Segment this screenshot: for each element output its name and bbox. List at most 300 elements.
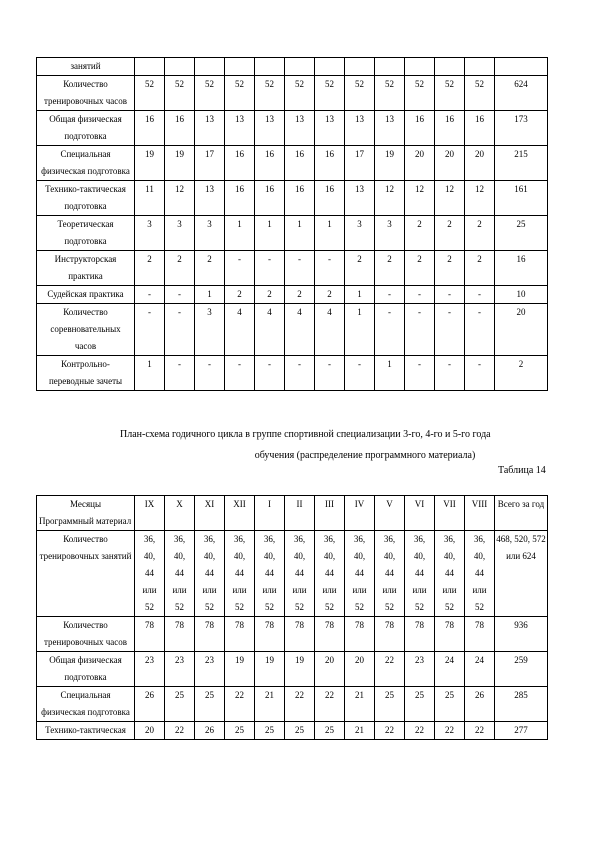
table-cell: 16 — [285, 181, 315, 216]
cell-line: 52 — [175, 602, 184, 612]
table-cell: 2 — [285, 286, 315, 304]
row-total: 936 — [495, 617, 548, 652]
table-cell: 52 — [135, 76, 165, 111]
month-header: III — [315, 496, 345, 531]
cell-line: 44 — [355, 568, 364, 578]
cell-line: 36, — [323, 534, 336, 544]
table-cell: 78 — [435, 617, 465, 652]
table-cell: 52 — [435, 76, 465, 111]
table-cell: 25 — [165, 687, 195, 722]
year-cycle-table-continued — [36, 57, 548, 391]
table-cell: 52 — [315, 76, 345, 111]
table-cell: 1 — [315, 216, 345, 251]
table-cell: 16 — [255, 146, 285, 181]
table-cell: 3 — [345, 216, 375, 251]
table-cell: 22 — [405, 722, 435, 740]
table-cell: 13 — [345, 111, 375, 146]
table-cell: 21 — [255, 687, 285, 722]
table-cell: 78 — [135, 617, 165, 652]
table-cell: 13 — [225, 111, 255, 146]
cell-line: 36, — [143, 534, 156, 544]
cell-line: 36, — [173, 534, 186, 544]
row-label: Судейская практика — [37, 286, 135, 304]
row-total: 16 — [495, 251, 548, 286]
table-row — [37, 617, 548, 652]
row-label: Количество тренировочных часов — [37, 617, 135, 652]
table-cell: - — [135, 304, 165, 356]
table-cell: 2 — [345, 251, 375, 286]
table-cell: 22 — [165, 722, 195, 740]
table-cell: 20 — [405, 146, 435, 181]
table-cell — [435, 531, 465, 617]
row-total: 624 — [495, 76, 548, 111]
cell-line: 40, — [473, 551, 486, 561]
table-cell: 2 — [405, 216, 435, 251]
table-cell: 16 — [435, 111, 465, 146]
row-label: занятий — [37, 58, 135, 76]
cell-line: или — [292, 585, 307, 595]
row-label: Контрольно-переводные зачеты — [37, 356, 135, 391]
table-cell — [405, 58, 435, 76]
cell-line: 36, — [293, 534, 306, 544]
cell-line: 52 — [265, 602, 274, 612]
table-cell: - — [225, 251, 255, 286]
cell-line: 36, — [383, 534, 396, 544]
row-label: Специальная физическая подготовка — [37, 146, 135, 181]
table-cell: 16 — [465, 111, 495, 146]
months-header-label: Месяцы — [69, 499, 102, 509]
table-cell: 4 — [255, 304, 285, 356]
row-label: Специальная физическая подготовка — [37, 687, 135, 722]
cell-line: 40, — [233, 551, 246, 561]
table-cell: - — [225, 356, 255, 391]
table-cell: 78 — [345, 617, 375, 652]
table-cell: 22 — [285, 687, 315, 722]
table-cell: 17 — [195, 146, 225, 181]
cell-line: 52 — [415, 602, 424, 612]
cell-line: 40, — [443, 551, 456, 561]
table-cell — [225, 531, 255, 617]
table-cell — [375, 58, 405, 76]
cell-line: или — [142, 585, 157, 595]
row-total: 10 — [495, 286, 548, 304]
table-cell: 25 — [225, 722, 255, 740]
table-cell: 13 — [285, 111, 315, 146]
cell-line: 40, — [143, 551, 156, 561]
table-cell: 16 — [315, 146, 345, 181]
row-total: 468, 520, 572 или 624 — [495, 531, 548, 617]
table-cell: 13 — [255, 111, 285, 146]
table-cell: 2 — [435, 251, 465, 286]
row-label: Теоретическая подготовка — [37, 216, 135, 251]
table-cell: 16 — [255, 181, 285, 216]
table-cell: 22 — [375, 652, 405, 687]
table-cell: 13 — [195, 111, 225, 146]
month-header: I — [255, 496, 285, 531]
table-cell: - — [255, 251, 285, 286]
table-cell: 12 — [375, 181, 405, 216]
table-cell: 12 — [405, 181, 435, 216]
table-row — [37, 251, 548, 286]
table-cell: 20 — [135, 722, 165, 740]
table-cell: 78 — [165, 617, 195, 652]
row-label: Общая физическая подготовка — [37, 652, 135, 687]
cell-line: 44 — [475, 568, 484, 578]
table-cell: 4 — [225, 304, 255, 356]
table-cell: 1 — [255, 216, 285, 251]
table-cell: 25 — [315, 722, 345, 740]
table-cell: 2 — [135, 251, 165, 286]
row-total: 20 — [495, 304, 548, 356]
table-cell: - — [405, 304, 435, 356]
table-cell: 78 — [285, 617, 315, 652]
table-row — [37, 146, 548, 181]
table-cell: 3 — [375, 216, 405, 251]
row-label: Количество тренировочных занятий — [37, 531, 135, 617]
table-cell: - — [165, 286, 195, 304]
cell-line: 44 — [295, 568, 304, 578]
table-cell: 2 — [195, 251, 225, 286]
table-cell: 78 — [405, 617, 435, 652]
table-cell: 52 — [405, 76, 435, 111]
table-cell: 23 — [405, 652, 435, 687]
table-cell — [465, 58, 495, 76]
cell-line: 52 — [235, 602, 244, 612]
table-cell: 78 — [195, 617, 225, 652]
table-cell: 52 — [255, 76, 285, 111]
row-label: Общая физическая подготовка — [37, 111, 135, 146]
table-row — [37, 531, 548, 617]
cell-line: 40, — [293, 551, 306, 561]
table-cell: 11 — [135, 181, 165, 216]
table-cell: 2 — [465, 216, 495, 251]
table-cell: 78 — [465, 617, 495, 652]
table-cell: 19 — [135, 146, 165, 181]
row-total: 277 — [495, 722, 548, 740]
table-cell: - — [375, 286, 405, 304]
cell-line: или — [382, 585, 397, 595]
table-cell: 22 — [225, 687, 255, 722]
row-total — [495, 58, 548, 76]
table-cell: 16 — [135, 111, 165, 146]
table-cell — [375, 531, 405, 617]
cell-line: 52 — [445, 602, 454, 612]
row-label: Инструкторская практика — [37, 251, 135, 286]
table-cell: 22 — [315, 687, 345, 722]
table-cell — [465, 531, 495, 617]
table-cell: 3 — [135, 216, 165, 251]
table-number: Таблица 14 — [498, 465, 546, 476]
cell-line: 40, — [383, 551, 396, 561]
table-cell: 23 — [195, 652, 225, 687]
table-cell: - — [285, 356, 315, 391]
table-cell: 22 — [435, 722, 465, 740]
table-cell — [345, 531, 375, 617]
table-cell: 2 — [435, 216, 465, 251]
cell-line: 44 — [325, 568, 334, 578]
table-cell: - — [375, 304, 405, 356]
table-cell: 1 — [225, 216, 255, 251]
table-cell: 1 — [195, 286, 225, 304]
row-label: Технико-тактическая подготовка — [37, 181, 135, 216]
table-cell: 20 — [315, 652, 345, 687]
table-cell: 78 — [375, 617, 405, 652]
month-header: XI — [195, 496, 225, 531]
cell-line: 44 — [205, 568, 214, 578]
table-cell: 22 — [375, 722, 405, 740]
table-cell: 3 — [165, 216, 195, 251]
table-cell: 25 — [435, 687, 465, 722]
table-cell — [135, 58, 165, 76]
table-cell: 12 — [435, 181, 465, 216]
table-cell: 26 — [195, 722, 225, 740]
table-row — [37, 687, 548, 722]
month-header: VII — [435, 496, 465, 531]
table-cell: - — [405, 286, 435, 304]
table-row — [37, 304, 548, 356]
table-cell — [345, 58, 375, 76]
cell-line: 52 — [145, 602, 154, 612]
cell-line: 44 — [445, 568, 454, 578]
table-cell: - — [135, 286, 165, 304]
table-cell: 52 — [195, 76, 225, 111]
table-cell: 25 — [285, 722, 315, 740]
table-cell: - — [465, 356, 495, 391]
cell-line: 52 — [355, 602, 364, 612]
table-cell: 16 — [225, 181, 255, 216]
table-cell: 19 — [255, 652, 285, 687]
table-cell: 25 — [195, 687, 225, 722]
table-cell: 19 — [225, 652, 255, 687]
cell-line: 40, — [413, 551, 426, 561]
cell-line: 52 — [475, 602, 484, 612]
cell-line: или — [472, 585, 487, 595]
table-cell: 20 — [345, 652, 375, 687]
table-cell: - — [435, 356, 465, 391]
cell-line: или — [352, 585, 367, 595]
table-cell: 2 — [405, 251, 435, 286]
table-cell: - — [465, 304, 495, 356]
table-cell — [255, 58, 285, 76]
row-total: 25 — [495, 216, 548, 251]
table-cell — [165, 58, 195, 76]
cell-line: 52 — [325, 602, 334, 612]
cell-line: 44 — [265, 568, 274, 578]
table-cell: - — [405, 356, 435, 391]
table-row — [37, 722, 548, 740]
table-cell: 17 — [345, 146, 375, 181]
table-row — [37, 58, 548, 76]
cell-line: 44 — [145, 568, 154, 578]
table-row — [37, 652, 548, 687]
month-header: X — [165, 496, 195, 531]
table-cell: 21 — [345, 722, 375, 740]
cell-line: 44 — [235, 568, 244, 578]
cell-line: 36, — [233, 534, 246, 544]
table-cell: 24 — [465, 652, 495, 687]
row-total: 2 — [495, 356, 548, 391]
total-header: Всего за год — [495, 496, 548, 531]
table-cell: 4 — [285, 304, 315, 356]
table-cell — [285, 531, 315, 617]
cell-line: 40, — [173, 551, 186, 561]
table-cell — [315, 58, 345, 76]
table-cell: - — [345, 356, 375, 391]
table-cell: 1 — [345, 286, 375, 304]
table-cell: 52 — [375, 76, 405, 111]
table-cell: - — [255, 356, 285, 391]
table-cell: 52 — [345, 76, 375, 111]
table-cell: 1 — [345, 304, 375, 356]
table-cell: 78 — [315, 617, 345, 652]
table-cell: 12 — [165, 181, 195, 216]
row-label: Технико-тактическая — [37, 722, 135, 740]
table-row — [37, 181, 548, 216]
row-total: 161 — [495, 181, 548, 216]
month-header: XII — [225, 496, 255, 531]
table-cell: - — [285, 251, 315, 286]
table-caption-line1: План-схема годичного цикла в группе спортивной специализации 3-го, 4-го и 5-го года — [120, 429, 491, 440]
cell-line: 52 — [385, 602, 394, 612]
month-header: IV — [345, 496, 375, 531]
table-row — [37, 356, 548, 391]
cell-line: 36, — [353, 534, 366, 544]
table-cell: 13 — [195, 181, 225, 216]
table-cell: 25 — [255, 722, 285, 740]
table-cell: 13 — [315, 111, 345, 146]
cell-line: 36, — [263, 534, 276, 544]
cell-line: или — [262, 585, 277, 595]
month-header: II — [285, 496, 315, 531]
cell-line: 36, — [203, 534, 216, 544]
table-cell — [195, 58, 225, 76]
row-total: 215 — [495, 146, 548, 181]
table-cell — [255, 531, 285, 617]
table-cell: 13 — [375, 111, 405, 146]
table-caption-line2: обучения (распределение программного материала) — [254, 450, 476, 461]
cell-line: 52 — [205, 602, 214, 612]
table-cell: 52 — [465, 76, 495, 111]
table-cell: 16 — [285, 146, 315, 181]
table-cell: 20 — [465, 146, 495, 181]
table-cell — [165, 531, 195, 617]
table-cell: 23 — [135, 652, 165, 687]
month-header: VIII — [465, 496, 495, 531]
table-cell: 2 — [255, 286, 285, 304]
table-row — [37, 76, 548, 111]
table-cell: 13 — [345, 181, 375, 216]
table-cell: - — [465, 286, 495, 304]
cell-line: 36, — [413, 534, 426, 544]
row-total: 173 — [495, 111, 548, 146]
table-cell: 23 — [165, 652, 195, 687]
cell-line: 40, — [263, 551, 276, 561]
table-cell — [435, 58, 465, 76]
table-cell: 20 — [435, 146, 465, 181]
table-row — [37, 216, 548, 251]
table-cell: 2 — [315, 286, 345, 304]
table-cell: 16 — [225, 146, 255, 181]
table-cell: 16 — [315, 181, 345, 216]
table-cell — [225, 58, 255, 76]
table-cell — [135, 531, 165, 617]
table-cell: 16 — [165, 111, 195, 146]
cell-line: или — [172, 585, 187, 595]
cell-line: или — [322, 585, 337, 595]
row-label: Количество тренировочных часов — [37, 76, 135, 111]
table-cell: - — [165, 356, 195, 391]
table-cell: 12 — [465, 181, 495, 216]
cell-line: 40, — [203, 551, 216, 561]
table-cell: 19 — [285, 652, 315, 687]
table-cell: 2 — [375, 251, 405, 286]
table-cell: 52 — [165, 76, 195, 111]
cell-line: или — [232, 585, 247, 595]
table-cell: 19 — [375, 146, 405, 181]
cell-line: или — [442, 585, 457, 595]
table-cell: 25 — [375, 687, 405, 722]
table-cell — [405, 531, 435, 617]
table-cell — [195, 531, 225, 617]
table-cell: 21 — [345, 687, 375, 722]
table-cell: 19 — [165, 146, 195, 181]
table-cell: 1 — [375, 356, 405, 391]
table-cell: 4 — [315, 304, 345, 356]
month-header: V — [375, 496, 405, 531]
table-row — [37, 286, 548, 304]
table-cell: 52 — [285, 76, 315, 111]
table-cell: 52 — [225, 76, 255, 111]
row-total: 285 — [495, 687, 548, 722]
table-cell — [285, 58, 315, 76]
row-total: 259 — [495, 652, 548, 687]
table-cell: 2 — [225, 286, 255, 304]
table-cell: 78 — [255, 617, 285, 652]
table-cell: 22 — [465, 722, 495, 740]
table-cell: 2 — [465, 251, 495, 286]
table-cell: - — [315, 356, 345, 391]
table-cell — [315, 531, 345, 617]
cell-line: 40, — [323, 551, 336, 561]
cell-line: 44 — [415, 568, 424, 578]
table-header-row — [37, 496, 548, 531]
cell-line: 52 — [295, 602, 304, 612]
table-cell: - — [195, 356, 225, 391]
cell-line: или — [202, 585, 217, 595]
program-material-label: Программный материал — [39, 516, 132, 526]
table-cell: 25 — [405, 687, 435, 722]
cell-line: 36, — [473, 534, 486, 544]
table-cell: - — [435, 304, 465, 356]
table-cell: 1 — [135, 356, 165, 391]
cell-line: 44 — [385, 568, 394, 578]
cell-line: 36, — [443, 534, 456, 544]
table-cell: - — [315, 251, 345, 286]
row-label: Количество соревновательных часов — [37, 304, 135, 356]
table-cell: 2 — [165, 251, 195, 286]
cell-line: 40, — [353, 551, 366, 561]
months-header-cell — [37, 496, 135, 531]
month-header: IX — [135, 496, 165, 531]
table-cell: 16 — [405, 111, 435, 146]
cell-line: 44 — [175, 568, 184, 578]
year-cycle-table-14 — [36, 495, 548, 740]
month-header: VI — [405, 496, 435, 531]
table-cell: - — [165, 304, 195, 356]
table-cell: 26 — [465, 687, 495, 722]
table-cell: 3 — [195, 304, 225, 356]
table-cell: 1 — [285, 216, 315, 251]
